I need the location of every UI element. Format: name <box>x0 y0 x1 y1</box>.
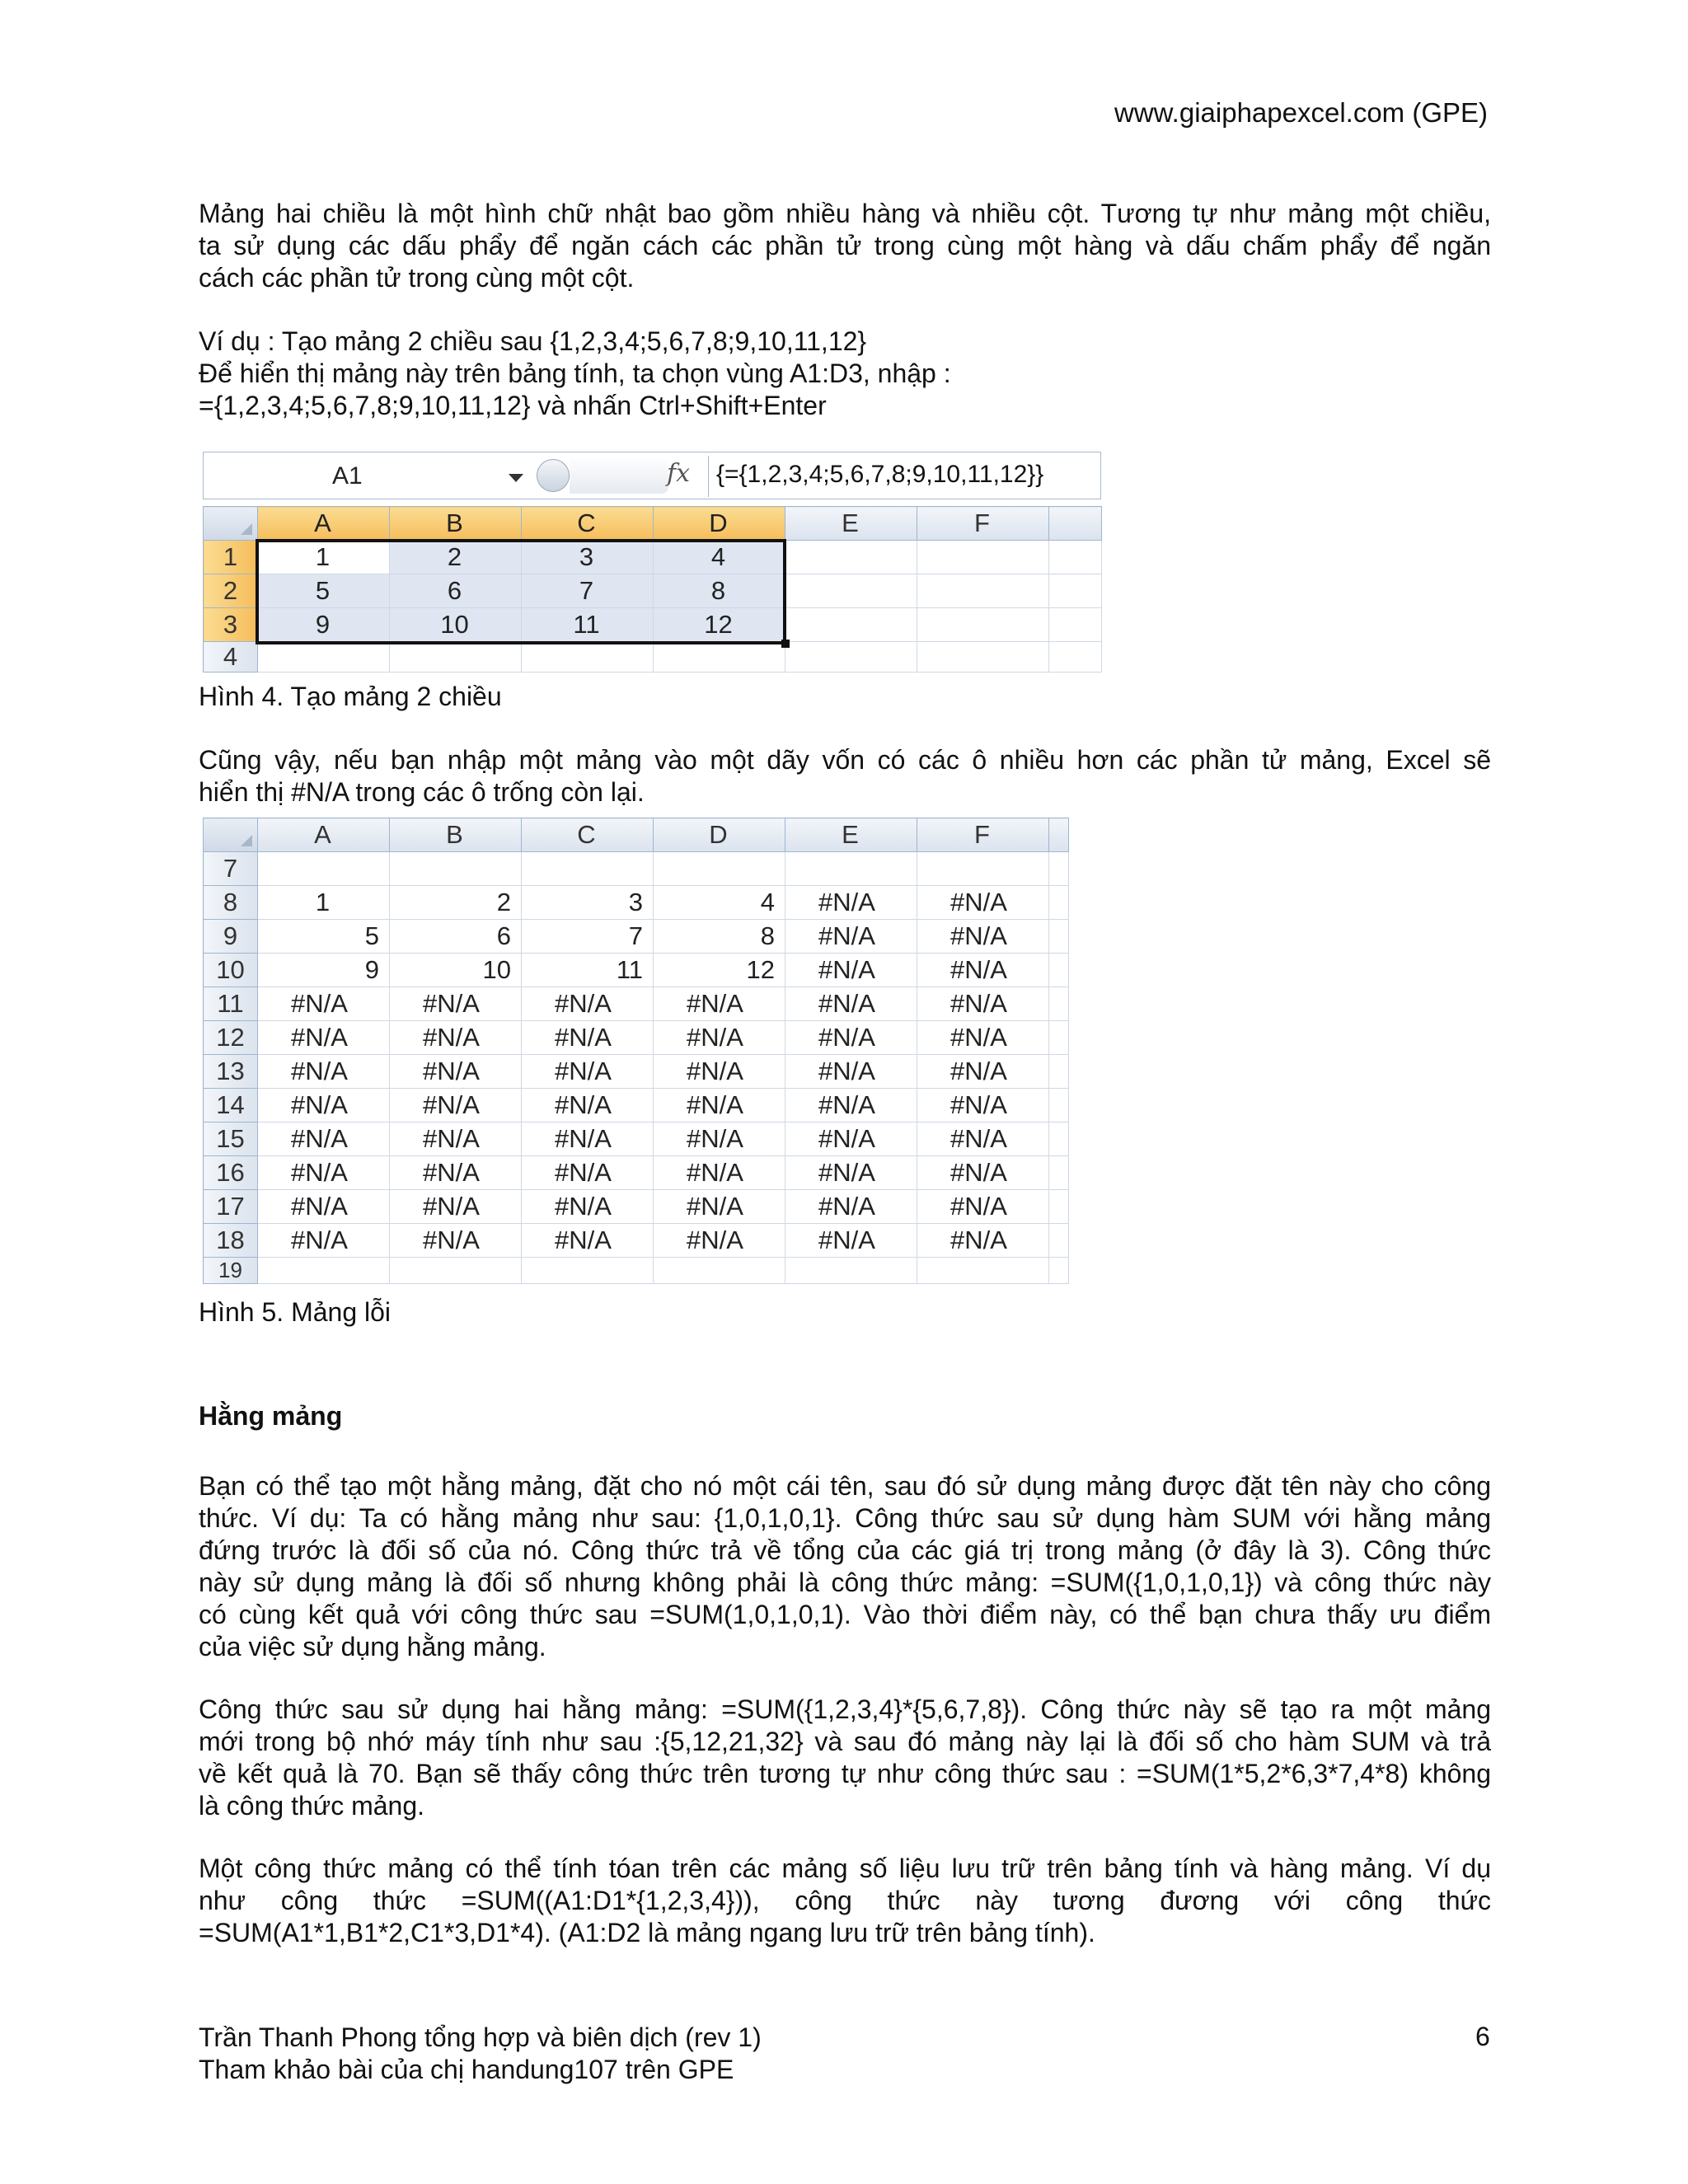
cell[interactable]: #N/A <box>390 1190 522 1224</box>
name-box-value: A1 <box>332 462 363 490</box>
cell[interactable] <box>785 642 917 673</box>
cell[interactable]: #N/A <box>522 1021 654 1055</box>
cell[interactable] <box>785 541 917 574</box>
row-header[interactable]: 17 <box>204 1190 258 1224</box>
table-row <box>204 1190 1069 1224</box>
site-header: www.giaiphapexcel.com (GPE) <box>1114 97 1489 128</box>
cell[interactable]: #N/A <box>258 1122 390 1156</box>
cell[interactable] <box>390 1258 522 1284</box>
select-all-corner[interactable] <box>204 818 258 852</box>
column-header[interactable]: A <box>258 507 390 541</box>
paragraph-line: thức. Ví dụ: Ta có hằng mảng như sau: {1,0,1,0,1}. Công thức sau sử dụng hàm SUM với hằng mảng <box>199 1503 1491 1533</box>
table-row <box>204 541 1102 574</box>
cell[interactable] <box>1049 1224 1069 1258</box>
cell[interactable]: #N/A <box>654 1156 785 1190</box>
cell[interactable]: #N/A <box>522 1055 654 1089</box>
cell[interactable]: #N/A <box>654 1190 785 1224</box>
paragraph-line: =SUM(A1*1,B1*2,C1*3,D1*4). (A1:D2 là mảng ngang lưu trữ trên bảng tính). <box>199 1918 1095 1947</box>
column-header[interactable]: F <box>917 507 1049 541</box>
cell[interactable]: #N/A <box>258 1055 390 1089</box>
cell[interactable]: #N/A <box>522 1190 654 1224</box>
paragraph-line: ={1,2,3,4;5,6,7,8;9,10,11,12} và nhấn Ctrl+Shift+Enter <box>199 391 827 420</box>
cell[interactable]: #N/A <box>785 987 917 1021</box>
cell[interactable]: #N/A <box>258 1190 390 1224</box>
fx-button-area <box>570 459 668 494</box>
chevron-down-icon[interactable] <box>509 474 523 482</box>
cell[interactable]: 5 <box>258 920 390 954</box>
cell[interactable]: #N/A <box>654 1021 785 1055</box>
worksheet-body <box>204 852 1069 1284</box>
table-row <box>204 574 1102 608</box>
cell[interactable]: #N/A <box>522 987 654 1021</box>
cell[interactable]: #N/A <box>390 1156 522 1190</box>
cell[interactable] <box>1049 1122 1069 1156</box>
table-row <box>204 1258 1069 1284</box>
cell[interactable]: 8 <box>654 920 785 954</box>
cell[interactable]: #N/A <box>917 1190 1049 1224</box>
cell[interactable]: #N/A <box>654 1122 785 1156</box>
cell[interactable] <box>1049 541 1102 574</box>
cell[interactable]: #N/A <box>917 987 1049 1021</box>
cell[interactable] <box>654 642 785 673</box>
paragraph-line: về kết quả là 70. Bạn sẽ thấy công thức trên tương tự như công thức sau : =SUM(1*5,2*6,3*7,4*8) không <box>199 1759 1491 1788</box>
cell[interactable] <box>1049 1156 1069 1190</box>
cell[interactable]: #N/A <box>522 1224 654 1258</box>
cell[interactable] <box>1049 954 1069 987</box>
select-all-icon <box>241 523 252 535</box>
cell[interactable]: #N/A <box>654 1089 785 1122</box>
cell[interactable]: 7 <box>522 920 654 954</box>
cell[interactable]: #N/A <box>258 1224 390 1258</box>
paragraph-line: Một công thức mảng có thể tính tóan trên các mảng số liệu lưu trữ trên bảng tính và hàng mảng. Ví dụ <box>199 1854 1491 1883</box>
cell[interactable]: #N/A <box>785 1055 917 1089</box>
cell[interactable]: 6 <box>390 574 522 608</box>
formula-bar <box>203 452 1101 499</box>
figure5-caption: Hình 5. Mảng lỗi <box>199 1297 392 1327</box>
column-header[interactable]: D <box>654 818 785 852</box>
cell[interactable]: #N/A <box>654 1224 785 1258</box>
select-all-corner[interactable] <box>204 507 258 541</box>
cell[interactable]: #N/A <box>654 987 785 1021</box>
constant-paragraph <box>199 1470 1491 1663</box>
cell[interactable]: 10 <box>390 954 522 987</box>
cell[interactable]: #N/A <box>390 987 522 1021</box>
cell[interactable]: 12 <box>654 954 785 987</box>
paragraph-line: mới trong bộ nhớ máy tính như sau :{5,12,21,32} và sau đó mảng này lại là đối số cho hàm SUM và trả <box>199 1727 1491 1756</box>
column-header[interactable]: F <box>917 818 1049 852</box>
paragraph-line: có cùng kết quả với công thức sau =SUM(1,0,1,0,1). Vào thời điểm này, có thể bạn chưa thấy ưu điểm <box>199 1600 1491 1629</box>
table-row <box>204 1156 1069 1190</box>
cell[interactable]: 3 <box>522 886 654 920</box>
cell[interactable]: #N/A <box>917 1089 1049 1122</box>
column-header-row <box>204 818 1069 852</box>
cell[interactable] <box>390 852 522 886</box>
column-header[interactable]: B <box>390 507 522 541</box>
cell[interactable]: 9 <box>258 954 390 987</box>
cell[interactable]: #N/A <box>785 1021 917 1055</box>
column-header[interactable] <box>1049 818 1069 852</box>
footer-line: Tham khảo bài của chị handung107 trên GPE <box>199 2055 734 2084</box>
cell[interactable]: #N/A <box>390 1021 522 1055</box>
footer <box>199 2022 762 2086</box>
column-header[interactable]: C <box>522 818 654 852</box>
cell[interactable] <box>785 574 917 608</box>
cell[interactable]: 1 <box>258 541 390 574</box>
column-header-row <box>204 507 1102 541</box>
cell[interactable]: 1 <box>258 886 390 920</box>
section-heading: Hằng mảng <box>199 1401 343 1431</box>
cell[interactable] <box>1049 920 1069 954</box>
worksheet-grid <box>203 506 1102 673</box>
cell[interactable] <box>1049 1055 1069 1089</box>
figure4-caption: Hình 4. Tạo mảng 2 chiều <box>199 682 502 711</box>
range-paragraph <box>199 1853 1491 1949</box>
cell[interactable] <box>1049 608 1102 642</box>
paragraph-line: Cũng vậy, nếu bạn nhập một mảng vào một dãy vốn có các ô nhiều hơn các phần tử mảng, Excel sẽ <box>199 745 1491 775</box>
table-row <box>204 1089 1069 1122</box>
cell[interactable]: 6 <box>390 920 522 954</box>
cell[interactable]: #N/A <box>522 1122 654 1156</box>
row-header[interactable]: 9 <box>204 920 258 954</box>
figure4-excel-screenshot <box>203 452 1101 681</box>
cell[interactable]: #N/A <box>522 1156 654 1190</box>
column-header[interactable] <box>1049 507 1102 541</box>
cell[interactable]: 4 <box>654 541 785 574</box>
example-paragraph <box>199 326 1491 422</box>
table-row <box>204 886 1069 920</box>
fill-handle[interactable] <box>781 640 790 648</box>
cell[interactable]: 3 <box>522 541 654 574</box>
paragraph-line: hiển thị #N/A trong các ô trống còn lại. <box>199 777 645 807</box>
cell[interactable]: #N/A <box>522 1089 654 1122</box>
cell[interactable]: 9 <box>258 608 390 642</box>
paragraph-line: Để hiển thị mảng này trên bảng tính, ta chọn vùng A1:D3, nhập : <box>199 359 951 388</box>
paragraph-line: ta sử dụng các dấu phẩy để ngăn cách các phần tử trong cùng một hàng và dấu chấm phẩy để ngăn <box>199 231 1491 260</box>
table-row <box>204 920 1069 954</box>
cell[interactable]: #N/A <box>785 886 917 920</box>
cell[interactable]: 2 <box>390 541 522 574</box>
column-header[interactable]: D <box>654 507 785 541</box>
cell[interactable]: 10 <box>390 608 522 642</box>
table-row <box>204 1055 1069 1089</box>
cell[interactable]: #N/A <box>258 1089 390 1122</box>
row-header[interactable]: 19 <box>204 1258 258 1284</box>
row-header[interactable]: 16 <box>204 1156 258 1190</box>
cell[interactable] <box>654 1258 785 1284</box>
cell[interactable]: #N/A <box>917 1021 1049 1055</box>
paragraph-line: của việc sử dụng hằng mảng. <box>199 1632 546 1661</box>
cell[interactable]: #N/A <box>390 1122 522 1156</box>
paragraph-line: như công thức =SUM((A1:D1*{1,2,3,4})), công thức này tương đương với công thức <box>199 1886 1491 1915</box>
cell[interactable] <box>917 541 1049 574</box>
paragraph-line: đứng trước là đối số của nó. Công thức trả về tổng của các giá trị trong mảng (ở đây là 3). Công thức <box>199 1535 1491 1565</box>
table-row <box>204 1122 1069 1156</box>
cell[interactable]: 8 <box>654 574 785 608</box>
cell[interactable] <box>785 608 917 642</box>
column-header[interactable]: B <box>390 818 522 852</box>
divider <box>708 456 709 497</box>
cell[interactable]: #N/A <box>917 886 1049 920</box>
paragraph-line: Bạn có thể tạo một hằng mảng, đặt cho nó một cái tên, sau đó sử dụng mảng được đặt tên này cho công <box>199 1471 1491 1501</box>
cell[interactable]: #N/A <box>390 1224 522 1258</box>
table-row <box>204 852 1069 886</box>
row-header[interactable]: 15 <box>204 1122 258 1156</box>
cell[interactable]: #N/A <box>258 1021 390 1055</box>
column-header[interactable]: C <box>522 507 654 541</box>
cell[interactable] <box>1049 1258 1069 1284</box>
cell[interactable]: #N/A <box>785 1156 917 1190</box>
column-header[interactable]: E <box>785 507 917 541</box>
cell[interactable]: #N/A <box>390 1055 522 1089</box>
cell[interactable] <box>917 852 1049 886</box>
paragraph-line: cách các phần tử trong cùng một cột. <box>199 263 635 293</box>
cell[interactable] <box>1049 642 1102 673</box>
cell[interactable] <box>1049 574 1102 608</box>
cell[interactable] <box>258 852 390 886</box>
select-all-icon <box>241 835 252 846</box>
cell[interactable] <box>1049 1021 1069 1055</box>
table-row <box>204 608 1102 642</box>
resize-handle-icon[interactable] <box>537 459 570 492</box>
cell[interactable]: #N/A <box>258 987 390 1021</box>
row-header[interactable]: 7 <box>204 852 258 886</box>
cell[interactable] <box>917 1258 1049 1284</box>
intro-paragraph <box>199 198 1491 294</box>
row-header[interactable]: 12 <box>204 1021 258 1055</box>
cell[interactable]: 7 <box>522 574 654 608</box>
cell[interactable] <box>785 852 917 886</box>
cell[interactable] <box>522 852 654 886</box>
row-header[interactable]: 18 <box>204 1224 258 1258</box>
row-header[interactable]: 1 <box>204 541 258 574</box>
row-header[interactable]: 4 <box>204 642 258 673</box>
cell[interactable]: 11 <box>522 608 654 642</box>
cell[interactable] <box>917 608 1049 642</box>
worksheet-grid <box>203 818 1069 1284</box>
cell[interactable] <box>1049 1190 1069 1224</box>
cell[interactable] <box>522 642 654 673</box>
row-header[interactable]: 10 <box>204 954 258 987</box>
two-constants-paragraph <box>199 1694 1491 1822</box>
table-row <box>204 1021 1069 1055</box>
paragraph-line: này sử dụng mảng là đối số nhưng không phải là công thức mảng: =SUM({1,0,1,0,1}) và công thức này <box>199 1568 1491 1597</box>
cell[interactable] <box>390 642 522 673</box>
cell[interactable]: 2 <box>390 886 522 920</box>
cell[interactable]: #N/A <box>390 1089 522 1122</box>
cell[interactable] <box>258 642 390 673</box>
cell[interactable]: 5 <box>258 574 390 608</box>
figure5-excel-screenshot <box>203 818 1068 1300</box>
cell[interactable]: 11 <box>522 954 654 987</box>
cell[interactable] <box>1049 1089 1069 1122</box>
row-header[interactable]: 11 <box>204 987 258 1021</box>
cell[interactable] <box>654 852 785 886</box>
cell[interactable]: #N/A <box>785 954 917 987</box>
cell[interactable]: #N/A <box>654 1055 785 1089</box>
cell[interactable]: #N/A <box>917 920 1049 954</box>
row-header[interactable]: 8 <box>204 886 258 920</box>
row-header[interactable]: 13 <box>204 1055 258 1089</box>
cell[interactable]: 4 <box>654 886 785 920</box>
paragraph-line: là công thức mảng. <box>199 1791 425 1821</box>
footer-line: Trần Thanh Phong tổng hợp và biên dịch (rev 1) <box>199 2022 762 2052</box>
cell[interactable] <box>522 1258 654 1284</box>
paragraph-line: Ví dụ : Tạo mảng 2 chiều sau {1,2,3,4;5,6,7,8;9,10,11,12} <box>199 326 867 356</box>
cell[interactable]: #N/A <box>785 1224 917 1258</box>
cell[interactable]: #N/A <box>917 1156 1049 1190</box>
cell[interactable]: #N/A <box>785 920 917 954</box>
cell[interactable]: #N/A <box>917 954 1049 987</box>
cell[interactable] <box>785 1258 917 1284</box>
cell[interactable] <box>1049 987 1069 1021</box>
cell[interactable] <box>1049 852 1069 886</box>
name-box[interactable] <box>204 452 533 500</box>
row-header[interactable]: 14 <box>204 1089 258 1122</box>
row-header[interactable]: 3 <box>204 608 258 642</box>
table-row <box>204 987 1069 1021</box>
cell[interactable]: #N/A <box>785 1190 917 1224</box>
cell[interactable]: #N/A <box>917 1122 1049 1156</box>
table-row <box>204 954 1069 987</box>
cell[interactable] <box>1049 886 1069 920</box>
cell[interactable]: #N/A <box>785 1089 917 1122</box>
row-header[interactable]: 2 <box>204 574 258 608</box>
page-number: 6 <box>1475 2022 1490 2051</box>
formula-input[interactable]: {={1,2,3,4;5,6,7,8;9,10,11,12}} <box>716 461 1044 488</box>
cell[interactable]: 12 <box>654 608 785 642</box>
cell[interactable] <box>917 574 1049 608</box>
paragraph-line: Mảng hai chiều là một hình chữ nhật bao gồm nhiều hàng và nhiều cột. Tương tự như mảng một chiều, <box>199 199 1491 228</box>
cell[interactable] <box>917 642 1049 673</box>
cell[interactable]: #N/A <box>785 1122 917 1156</box>
table-row <box>204 1224 1069 1258</box>
cell[interactable]: #N/A <box>917 1055 1049 1089</box>
column-header[interactable]: E <box>785 818 917 852</box>
table-row <box>204 642 1102 673</box>
cell[interactable]: #N/A <box>258 1156 390 1190</box>
paragraph-line: Công thức sau sử dụng hai hằng mảng: =SUM({1,2,3,4}*{5,6,7,8}). Công thức này sẽ tạo ra một mảng <box>199 1694 1491 1724</box>
na-paragraph <box>199 744 1491 808</box>
column-header[interactable]: A <box>258 818 390 852</box>
cell[interactable] <box>258 1258 390 1284</box>
fx-icon[interactable]: fx <box>667 459 691 488</box>
cell[interactable]: #N/A <box>917 1224 1049 1258</box>
